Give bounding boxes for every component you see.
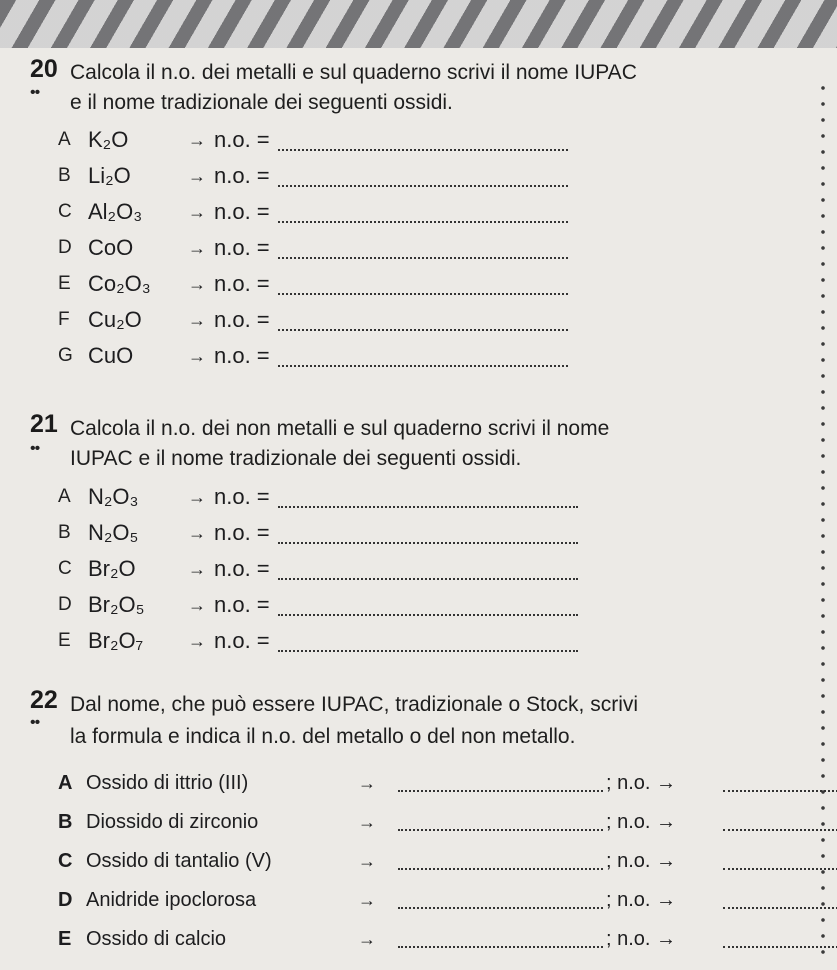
oxidation-number-blank[interactable]: [723, 829, 837, 831]
exercise-text-line1: Dal nome, che può essere IUPAC, tradizionale o Stock, scrivi: [70, 693, 639, 716]
item-letter: B: [58, 810, 73, 833]
answer-blank[interactable]: [278, 220, 568, 223]
oxidation-number-label: ; n.o. →: [606, 771, 677, 794]
ex22-item-e: [58, 922, 818, 956]
item-compound-name: Anidride ipoclorosa: [86, 888, 257, 911]
oxidation-number-label: n.o. =: [214, 271, 270, 296]
item-formula: CuO: [88, 343, 134, 368]
exercise-text-line2: la formula e indica il n.o. del metallo o del non metallo.: [70, 725, 576, 748]
answer-blank[interactable]: [278, 292, 568, 295]
ex20-item-a: [58, 123, 568, 157]
formula-blank[interactable]: [398, 829, 603, 831]
oxidation-number-label: ; n.o. →: [606, 927, 677, 950]
item-letter: B: [58, 165, 71, 186]
exercise-number: 20: [30, 55, 58, 83]
arrow-icon: →: [188, 558, 206, 579]
item-formula: CoO: [88, 235, 134, 260]
answer-blank[interactable]: [278, 541, 578, 544]
answer-blank[interactable]: [278, 505, 578, 508]
oxidation-number-label: n.o. =: [214, 307, 270, 332]
arrow-icon: →: [188, 129, 206, 150]
oxidation-number-label: n.o. =: [214, 235, 270, 260]
ex20-item-d: [58, 231, 568, 265]
answer-blank[interactable]: [278, 184, 568, 187]
formula-blank[interactable]: [398, 790, 603, 792]
item-formula: K₂O: [88, 127, 129, 152]
item-formula: Br₂O₅: [88, 592, 145, 617]
item-formula: N₂O₅: [88, 520, 139, 545]
arrow-icon: →: [188, 273, 206, 294]
oxidation-number-label: n.o. =: [214, 343, 270, 368]
item-letter: A: [58, 771, 73, 794]
answer-blank[interactable]: [278, 649, 578, 652]
answer-blank[interactable]: [278, 256, 568, 259]
item-letter: F: [58, 309, 70, 330]
item-formula: Al₂O₃: [88, 199, 143, 224]
oxidation-number-label: n.o. =: [214, 520, 270, 545]
oxidation-number-label: n.o. =: [214, 199, 270, 224]
exercise-text-line2: e il nome tradizionale dei seguenti ossidi.: [70, 91, 453, 114]
ex20-item-b: [58, 159, 568, 193]
oxidation-number-blank[interactable]: [723, 946, 837, 948]
arrow-icon: →: [188, 309, 206, 330]
item-formula: Br₂O: [88, 556, 136, 581]
item-compound-name: Diossido di zirconio: [86, 810, 259, 833]
oxidation-number-label: n.o. =: [214, 484, 270, 509]
oxidation-number-label: n.o. =: [214, 592, 270, 617]
exercise-text-line2: IUPAC e il nome tradizionale dei seguenti ossidi.: [70, 447, 522, 470]
arrow-icon: →: [358, 850, 376, 871]
answer-blank[interactable]: [278, 613, 578, 616]
ex22-item-d: [58, 883, 818, 917]
ex21-item-e: [58, 624, 578, 658]
item-letter: B: [58, 522, 71, 543]
item-letter: E: [58, 927, 72, 950]
item-letter: E: [58, 630, 71, 651]
ex20-item-g: [58, 339, 568, 373]
item-letter: E: [58, 273, 71, 294]
oxidation-number-blank[interactable]: [723, 790, 837, 792]
item-formula: Co₂O₃: [88, 271, 151, 296]
item-formula: Li₂O: [88, 163, 131, 188]
exercise-number: 22: [30, 686, 58, 714]
exercise-number: 21: [30, 410, 58, 438]
item-letter: D: [58, 594, 72, 615]
arrow-icon: →: [188, 201, 206, 222]
ex22-item-a: [58, 766, 818, 800]
arrow-icon: →: [188, 345, 206, 366]
arrow-icon: →: [188, 237, 206, 258]
item-formula: N₂O₃: [88, 484, 139, 509]
item-letter: C: [58, 558, 72, 579]
difficulty-dots: ••: [30, 440, 40, 457]
item-compound-name: Ossido di ittrio (III): [86, 771, 249, 794]
oxidation-number-blank[interactable]: [723, 907, 837, 909]
arrow-icon: →: [358, 889, 376, 910]
answer-blank[interactable]: [278, 364, 568, 367]
ex20-item-f: [58, 303, 568, 337]
ex22-item-c: [58, 844, 818, 878]
item-formula: Cu₂O: [88, 307, 142, 332]
oxidation-number-label: n.o. =: [214, 163, 270, 188]
oxidation-number-label: n.o. =: [214, 127, 270, 152]
oxidation-number-label: ; n.o. →: [606, 888, 677, 911]
formula-blank[interactable]: [398, 946, 603, 948]
item-letter: C: [58, 849, 73, 872]
difficulty-dots: ••: [30, 714, 40, 731]
page-top-decoration: [0, 0, 837, 48]
item-compound-name: Ossido di tantalio (V): [86, 849, 272, 872]
arrow-icon: →: [188, 486, 206, 507]
arrow-icon: →: [188, 165, 206, 186]
oxidation-number-label: ; n.o. →: [606, 849, 677, 872]
item-letter: D: [58, 888, 73, 911]
answer-blank[interactable]: [278, 328, 568, 331]
oxidation-number-blank[interactable]: [723, 868, 837, 870]
item-formula: Br₂O₇: [88, 628, 144, 653]
arrow-icon: →: [358, 928, 376, 949]
arrow-icon: →: [188, 522, 206, 543]
oxidation-number-label: n.o. =: [214, 556, 270, 581]
item-letter: A: [58, 129, 71, 150]
ex21-item-b: [58, 516, 578, 550]
ex20-item-c: [58, 195, 568, 229]
arrow-icon: →: [358, 772, 376, 793]
ex21-item-d: [58, 588, 578, 622]
margin-dotted-line: [820, 80, 826, 960]
exercise-text-line1: Calcola il n.o. dei non metalli e sul quaderno scrivi il nome: [70, 417, 610, 440]
oxidation-number-label: ; n.o. →: [606, 810, 677, 833]
item-letter: D: [58, 237, 72, 258]
oxidation-number-label: n.o. =: [214, 628, 270, 653]
ex20-item-e: [58, 267, 568, 301]
item-letter: C: [58, 201, 72, 222]
item-letter: G: [58, 345, 73, 366]
difficulty-dots: ••: [30, 84, 40, 101]
exercise-text-line1: Calcola il n.o. dei metalli e sul quaderno scrivi il nome IUPAC: [70, 61, 637, 84]
item-letter: A: [58, 486, 71, 507]
answer-blank[interactable]: [278, 577, 578, 580]
ex22-item-b: [58, 805, 818, 839]
item-compound-name: Ossido di calcio: [86, 927, 227, 950]
arrow-icon: →: [188, 594, 206, 615]
answer-blank[interactable]: [278, 148, 568, 151]
formula-blank[interactable]: [398, 907, 603, 909]
ex21-item-c: [58, 552, 578, 586]
arrow-icon: →: [188, 630, 206, 651]
formula-blank[interactable]: [398, 868, 603, 870]
ex21-item-a: [58, 480, 578, 514]
arrow-icon: →: [358, 811, 376, 832]
